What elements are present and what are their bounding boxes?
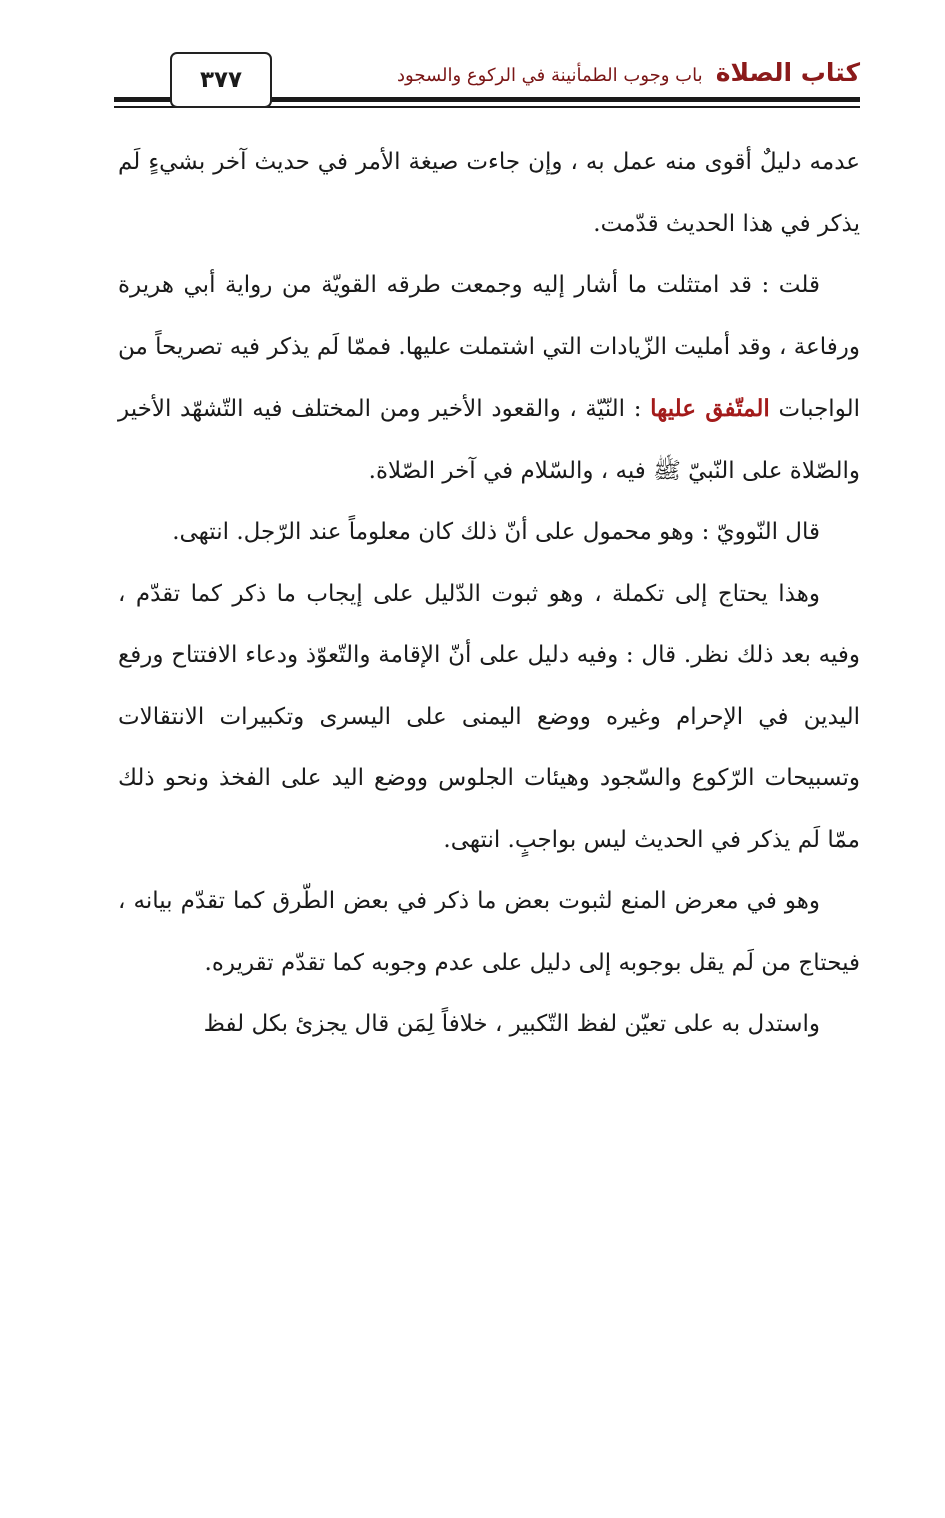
paragraph-text: عدمه دليلٌ أقوى منه عمل به ، وإن جاءت صيغة الأمر في حديث آخر بشيءٍ لَم يذكر في هذا الحديث قدّمت. xyxy=(118,149,860,237)
paragraph-text: قال النّوويّ : وهو محمول على أنّ ذلك كان معلوماً عند الرّجل. انتهى. xyxy=(172,519,820,545)
paragraph-4 xyxy=(118,564,860,872)
paragraph-text: واستدل به على تعيّن لفظ التّكبير ، خلافاً لِمَن قال يجزئ بكل لفظ xyxy=(203,1011,820,1037)
chapter-title: باب وجوب الطمأنينة في الركوع والسجود xyxy=(397,65,703,86)
paragraph-5 xyxy=(118,871,860,994)
paragraph-6 xyxy=(118,994,860,1056)
page-number: ٣٧٧ xyxy=(170,52,272,108)
running-header xyxy=(114,52,860,110)
paragraph-text: : النّيّة ، والقعود الأخير ومن المختلف فيه التّشهّد الأخير والصّلاة على النّبيّ ﷺ فيه ، والسّلام في آخر الصّلاة. xyxy=(118,396,860,484)
paragraph-1 xyxy=(118,132,860,255)
book-title: كتاب الصلاة xyxy=(715,58,860,87)
paragraph-text: وهو في معرض المنع لثبوت بعض ما ذكر في بعض الطّرق كما تقدّم بيانه ، فيحتاج من لَم يقل بوجوبه إلى دليل على عدم وجوبه كما تقدّم تقريره. xyxy=(118,888,860,976)
running-head-text xyxy=(397,56,860,93)
paragraph-text: وهذا يحتاج إلى تكملة ، وهو ثبوت الدّليل على إيجاب ما ذكر كما تقدّم ، وفيه بعد ذلك نظر. قال : وفيه دليل على أنّ الإقامة والتّعوّذ ودعاء الافتتاح ورفع اليدين في الإحرام وغيره ووضع اليمنى على اليسرى وتكبيرات الانتقالات وتسبيحات الرّكوع والسّجود وهيئات الجلوس ووضع اليد على الفخذ ونحو ذلك ممّا لَم يذكر في الحديث ليس بواجبٍ. انتهى. xyxy=(118,580,860,853)
highlighted-phrase: المتّفق عليها xyxy=(650,395,770,422)
main-text xyxy=(118,132,860,1056)
paragraph-3 xyxy=(118,502,860,564)
paragraph-2 xyxy=(118,255,860,502)
paragraph-text: قلت : قد امتثلت ما أشار إليه وجمعت طرقه القويّة من رواية أبي هريرة ورفاعة ، وقد أمليت الزّيادات التي اشتملت عليها. فممّا لَم يذكر فيه تصريحاً من الواجبات xyxy=(118,272,860,422)
